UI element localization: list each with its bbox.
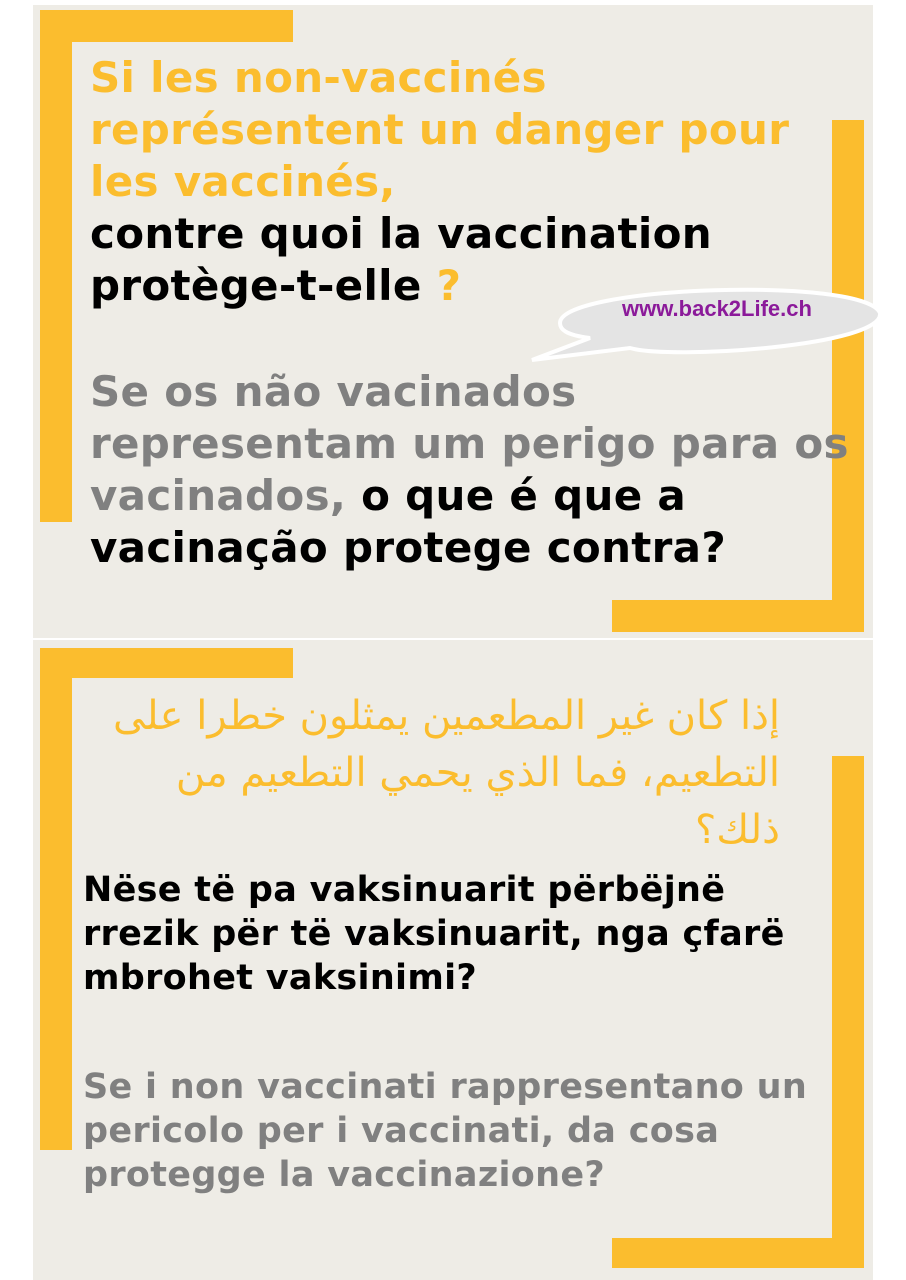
arabic-question: إذا كان غير المطعمين يمثلون خطرا على التطعيم، فما الذي يحمي التطعيم من ذلك؟ bbox=[113, 693, 780, 853]
portuguese-question-text: o que é que a vacinação protege contra? bbox=[90, 471, 726, 572]
french-question-mark: ? bbox=[436, 261, 462, 310]
bottom-right-bracket-horizontal bbox=[612, 1238, 864, 1268]
top-left-bracket-horizontal bbox=[40, 10, 293, 42]
portuguese-highlight: Se os não vacinados representam um perigo para os vacinados, bbox=[90, 367, 849, 520]
portuguese-question bbox=[90, 366, 860, 574]
bottom-left-bracket-vertical bbox=[40, 648, 72, 1150]
albanian-question: Nëse të pa vaksinuarit përbëjnë rrezik për të vaksinuarit, nga çfarë mbrohet vaksinimi? bbox=[83, 870, 785, 998]
top-right-bracket-horizontal bbox=[612, 600, 864, 632]
french-question-text: contre quoi la vaccination protège-t-elle bbox=[90, 209, 712, 310]
website-url: www.back2Life.ch bbox=[622, 296, 812, 321]
top-left-bracket-vertical bbox=[40, 10, 72, 522]
italian-question: Se i non vaccinati rappresentano un pericolo per i vaccinati, da cosa protegge la vaccinazione? bbox=[83, 1067, 808, 1195]
bottom-left-bracket-horizontal bbox=[40, 648, 293, 678]
french-highlight: Si les non-vaccinés représentent un danger pour les vaccinés, bbox=[90, 53, 790, 206]
